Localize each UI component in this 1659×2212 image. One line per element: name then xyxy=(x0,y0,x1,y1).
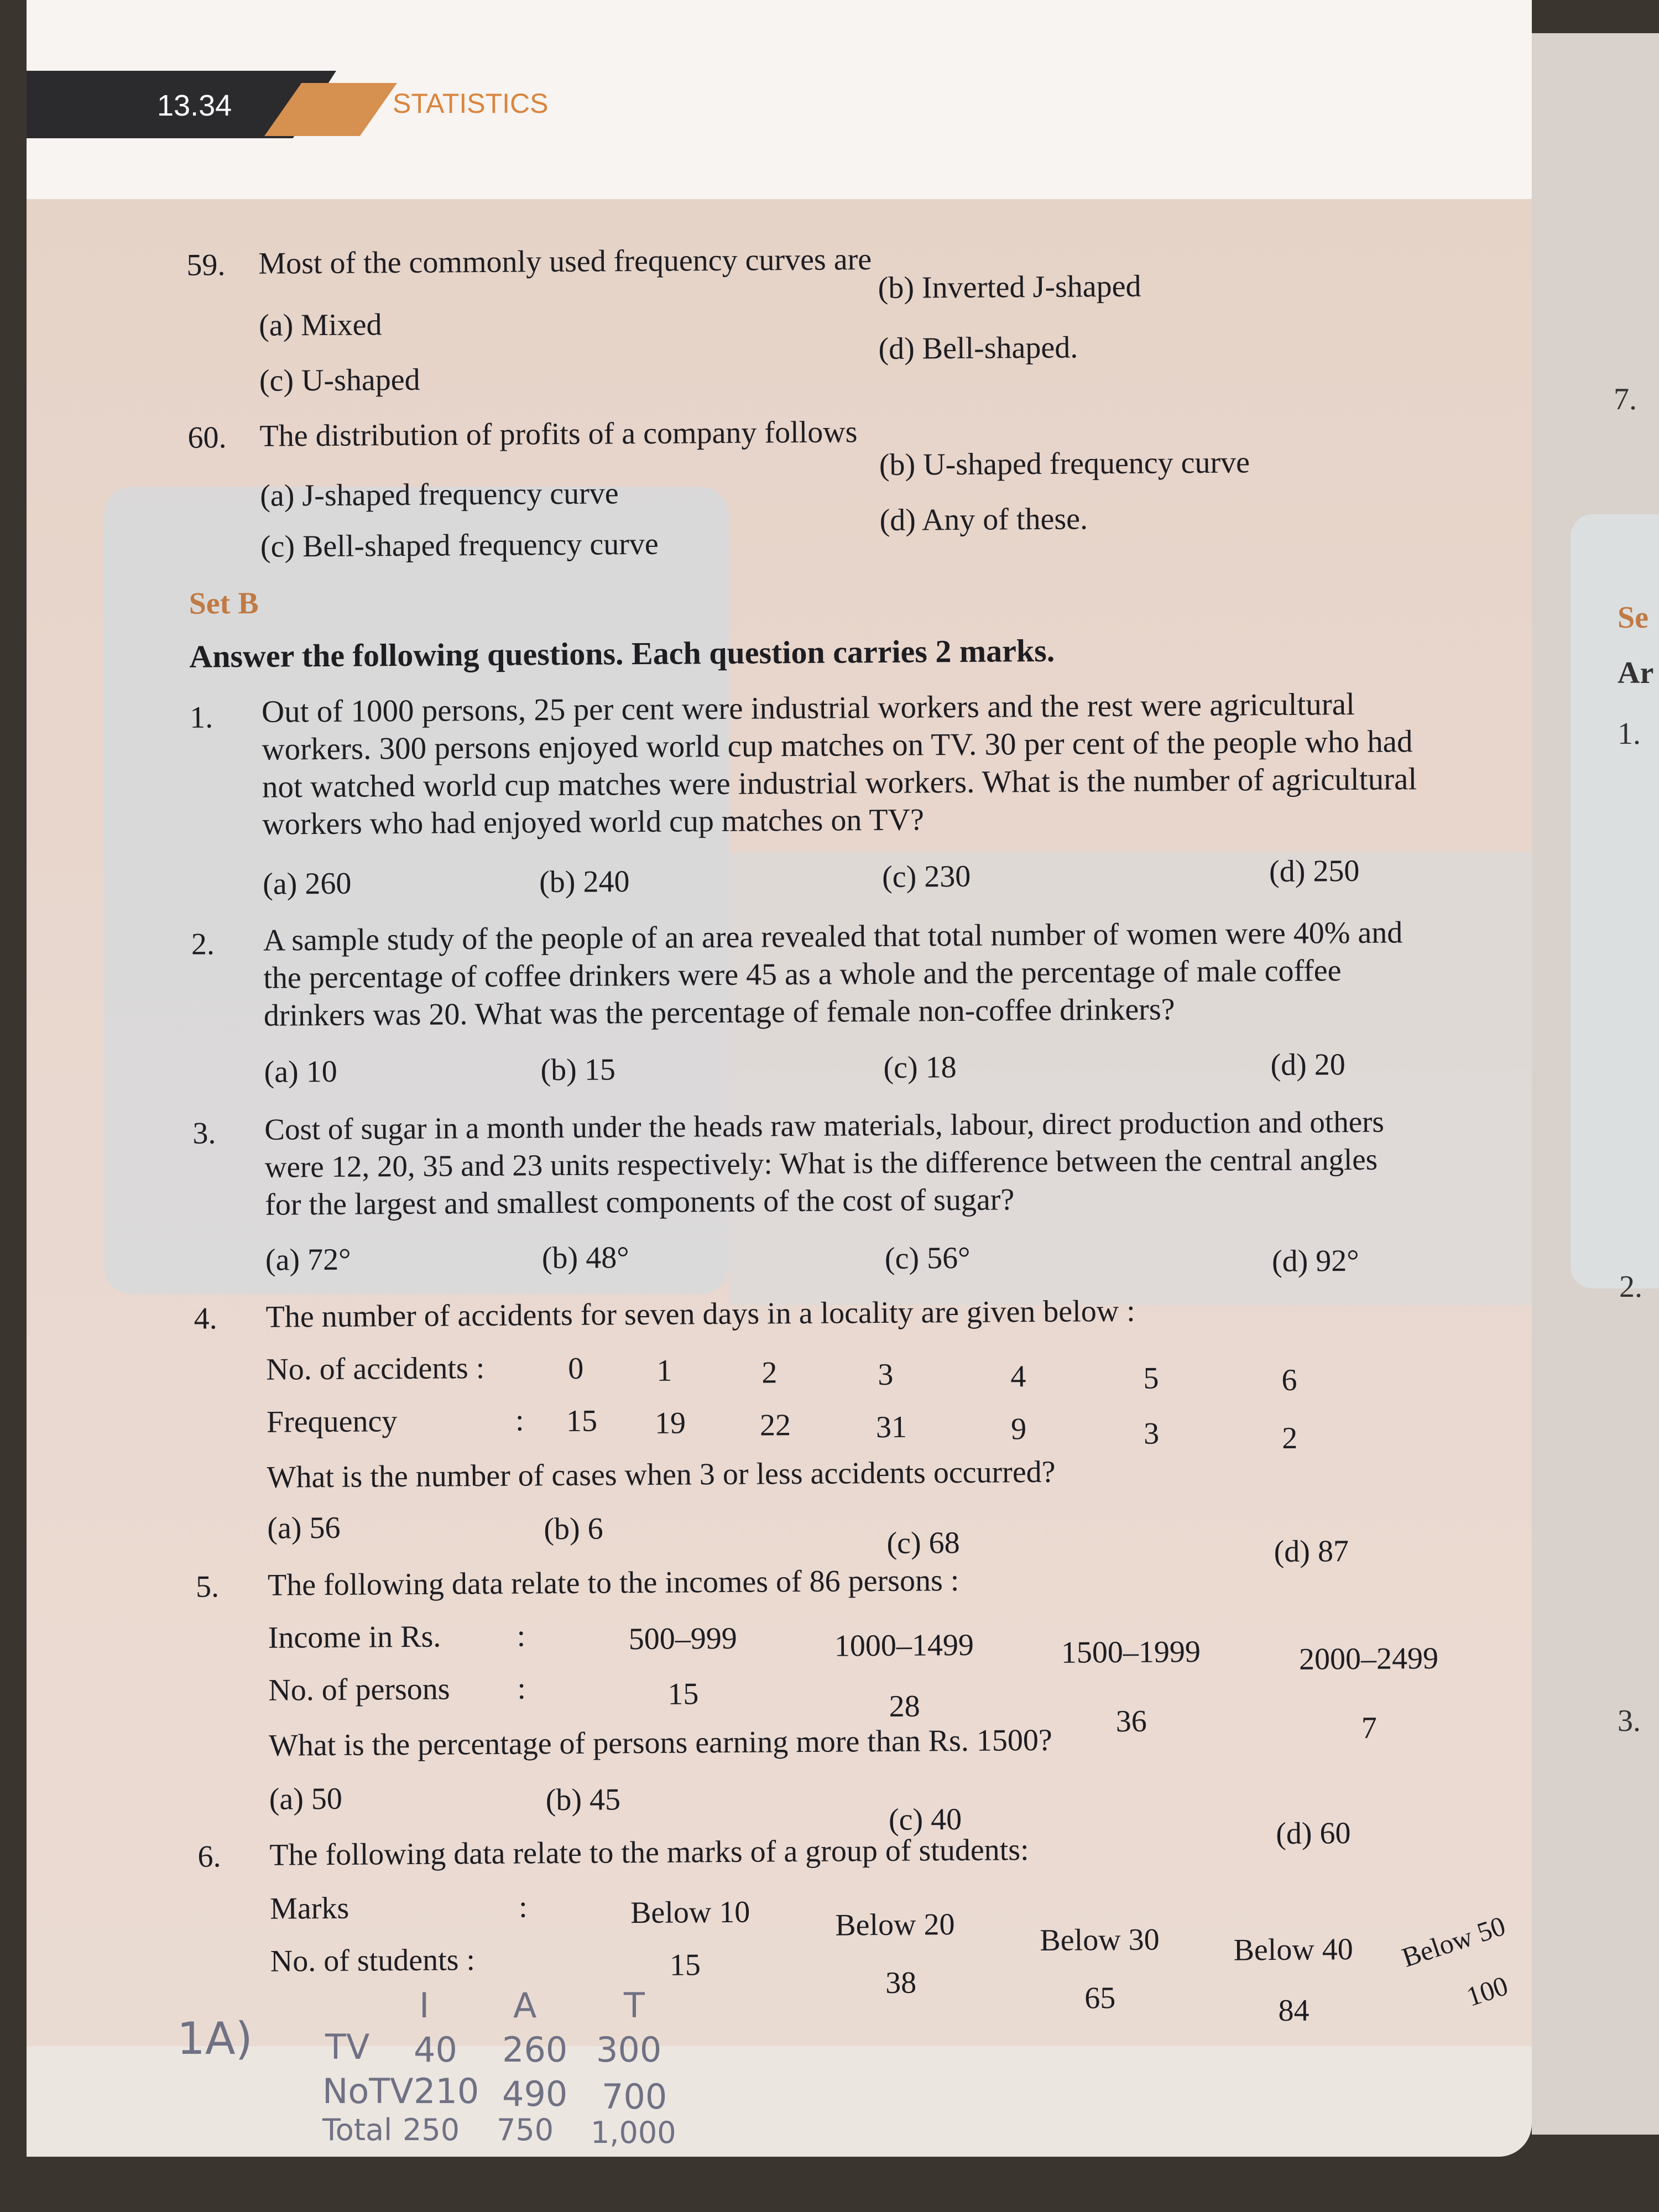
table-row-label: No. of students : xyxy=(270,1943,476,1979)
handwritten-header: T xyxy=(624,1985,645,2026)
question-text: The number of accidents for seven days in a locality are given below : xyxy=(265,1293,1135,1334)
next-page-heading: Se xyxy=(1618,601,1648,635)
option-d: (d) Any of these. xyxy=(879,502,1088,538)
option-d: (d) 60 xyxy=(1275,1816,1351,1851)
next-page-text: Ar xyxy=(1618,656,1654,690)
option-a: (a) 50 xyxy=(269,1781,343,1817)
next-page-number: 2. xyxy=(1619,1270,1642,1304)
handwritten-label: 1A) xyxy=(177,2013,253,2064)
option-d: (d) 20 xyxy=(1270,1047,1346,1083)
table-cell: 19 xyxy=(654,1406,686,1441)
book-page xyxy=(27,0,1532,2157)
handwritten-row-name: NoTV xyxy=(322,2071,414,2111)
table-cell: 31 xyxy=(875,1410,907,1445)
table-colon: : xyxy=(517,1671,526,1706)
table-row-label: Frequency xyxy=(266,1404,398,1439)
table-cell: 22 xyxy=(759,1408,791,1443)
handwritten-cell: 700 xyxy=(602,2077,667,2117)
set-instruction: Answer the following questions. Each question carries 2 marks. xyxy=(189,632,1055,675)
table-cell: Below 40 xyxy=(1233,1932,1353,1968)
table-cell: 100 xyxy=(1462,1969,1512,2012)
chapter-title: STATISTICS xyxy=(393,88,549,119)
handwritten-cell: 250 xyxy=(403,2112,460,2147)
table-cell: 15 xyxy=(669,1948,701,1983)
table-cell: 5 xyxy=(1143,1361,1159,1396)
table-cell: 1500–1999 xyxy=(1061,1634,1201,1670)
option-b: (b) U-shaped frequency curve xyxy=(879,445,1250,482)
question-number: 59. xyxy=(186,248,226,283)
page-number: 13.34 xyxy=(157,89,232,122)
question-line: workers who had enjoyed world cup matches on TV? xyxy=(262,802,925,842)
table-colon: : xyxy=(517,1619,526,1653)
question-number: 2. xyxy=(191,927,215,962)
handwritten-header: I xyxy=(419,1985,430,2026)
table-cell: 1 xyxy=(656,1353,672,1388)
table-cell: Below 10 xyxy=(630,1895,750,1931)
handwritten-cell: 40 xyxy=(414,2030,457,2070)
question-line: the percentage of coffee drinkers were 45 as a whole and the percentage of male coffee xyxy=(263,953,1342,995)
table-cell: 2000–2499 xyxy=(1298,1641,1439,1677)
table-cell: 500–999 xyxy=(628,1621,737,1657)
table-colon: : xyxy=(515,1403,524,1438)
table-cell: 28 xyxy=(889,1689,920,1724)
question-number: 5. xyxy=(195,1569,220,1604)
option-b: (b) 6 xyxy=(544,1511,603,1547)
table-cell: Below 20 xyxy=(835,1907,955,1943)
table-cell: 36 xyxy=(1115,1704,1147,1739)
handwritten-cell: 750 xyxy=(497,2112,554,2147)
handwritten-cell: 490 xyxy=(502,2074,568,2114)
option-a: (a) 10 xyxy=(264,1054,337,1089)
option-a: (a) J-shaped frequency curve xyxy=(260,476,619,513)
question-line: Cost of sugar in a month under the heads raw materials, labour, direct production and others xyxy=(264,1104,1385,1146)
table-cell: 1000–1499 xyxy=(834,1627,974,1663)
table-cell: 15 xyxy=(566,1404,598,1438)
question-text: The following data relate to the incomes of 86 persons : xyxy=(267,1563,959,1603)
table-row-label: No. of persons xyxy=(268,1672,450,1708)
option-b: (b) Inverted J-shaped xyxy=(878,269,1141,305)
option-b: (b) 45 xyxy=(545,1782,621,1818)
next-page-number: 3. xyxy=(1618,1704,1641,1738)
table-cell: 2 xyxy=(1282,1421,1298,1455)
table-cell: 65 xyxy=(1084,1981,1116,2016)
table-cell: 4 xyxy=(1010,1359,1026,1394)
question-text: Most of the commonly used frequency curves are xyxy=(258,242,872,281)
option-c: (c) U-shaped xyxy=(259,362,420,398)
handwritten-header: A xyxy=(513,1985,537,2026)
table-cell: Below 30 xyxy=(1040,1922,1160,1958)
question-number: 1. xyxy=(189,700,213,735)
table-cell: 6 xyxy=(1281,1363,1297,1397)
question-number: 60. xyxy=(187,420,227,455)
table-cell: Below 50 xyxy=(1398,1910,1509,1973)
question-line: were 12, 20, 35 and 23 units respectively: What is the difference between the central angles xyxy=(264,1142,1378,1184)
option-b: (b) 15 xyxy=(540,1052,616,1088)
handwritten-row-name: Total xyxy=(322,2112,393,2147)
table-cell: 3 xyxy=(1143,1416,1160,1451)
table-cell: 3 xyxy=(878,1357,894,1392)
question-text: The distribution of profits of a company follows xyxy=(259,415,858,453)
question-text: What is the number of cases when 3 or less accidents occurred? xyxy=(267,1454,1056,1495)
question-line: drinkers was 20. What was the percentage of female non-coffee drinkers? xyxy=(263,992,1175,1033)
option-a: (a) 72° xyxy=(265,1242,351,1277)
next-page-number: 1. xyxy=(1618,717,1641,751)
option-c: (c) 40 xyxy=(888,1802,962,1837)
option-d: (d) Bell-shaped. xyxy=(878,330,1078,366)
table-cell: 7 xyxy=(1361,1710,1378,1745)
option-c: (c) 230 xyxy=(881,859,971,894)
table-cell: 38 xyxy=(885,1965,917,2000)
option-b: (b) 240 xyxy=(539,864,630,900)
table-cell: 2 xyxy=(761,1355,778,1390)
question-text: What is the percentage of persons earning more than Rs. 1500? xyxy=(268,1723,1052,1763)
next-page-number: 7. xyxy=(1614,382,1637,416)
table-cell: 15 xyxy=(667,1677,699,1712)
option-b: (b) 48° xyxy=(541,1240,629,1276)
option-c: (c) Bell-shaped frequency curve xyxy=(260,526,659,564)
question-line: A sample study of the people of an area revealed that total number of women were 40% and xyxy=(263,915,1403,958)
option-d: (d) 87 xyxy=(1274,1534,1349,1569)
question-line: for the largest and smallest components of the cost of sugar? xyxy=(265,1182,1015,1222)
question-number: 6. xyxy=(197,1839,221,1874)
page-content xyxy=(27,0,1532,2157)
option-c: (c) 56° xyxy=(884,1240,971,1276)
table-row-label: Marks xyxy=(269,1891,349,1926)
table-cell: 84 xyxy=(1278,1993,1310,2028)
question-line: Out of 1000 persons, 25 per cent were industrial workers and the rest were agricultural xyxy=(261,686,1355,729)
option-a: (a) 56 xyxy=(267,1510,341,1546)
option-c: (c) 18 xyxy=(883,1050,957,1085)
handwritten-cell: 260 xyxy=(502,2030,568,2070)
option-a: (a) Mixed xyxy=(258,307,382,343)
handwritten-cell: 210 xyxy=(414,2071,479,2111)
option-c: (c) 68 xyxy=(886,1526,960,1561)
option-d: (d) 92° xyxy=(1271,1243,1359,1279)
option-a: (a) 260 xyxy=(262,866,352,901)
question-number: 4. xyxy=(194,1301,217,1336)
question-line: not watched world cup matches were industrial workers. What is the number of agricultural xyxy=(262,761,1417,805)
question-text: The following data relate to the marks of a group of students: xyxy=(269,1833,1029,1872)
handwritten-cell: 1,000 xyxy=(591,2115,676,2150)
question-number: 3. xyxy=(192,1116,216,1151)
option-d: (d) 250 xyxy=(1269,853,1360,889)
table-colon: : xyxy=(518,1890,528,1924)
table-row-label: Income in Rs. xyxy=(268,1619,441,1655)
table-cell: 9 xyxy=(1010,1412,1027,1447)
handwritten-row-name: TV xyxy=(325,2027,370,2067)
table-cell: 0 xyxy=(568,1351,584,1386)
question-line: workers. 300 persons enjoyed world cup matches on TV. 30 per cent of the people who had xyxy=(262,724,1413,767)
handwritten-cell: 300 xyxy=(596,2030,662,2070)
table-row-label: No. of accidents : xyxy=(266,1351,485,1387)
set-heading: Set B xyxy=(189,586,259,621)
